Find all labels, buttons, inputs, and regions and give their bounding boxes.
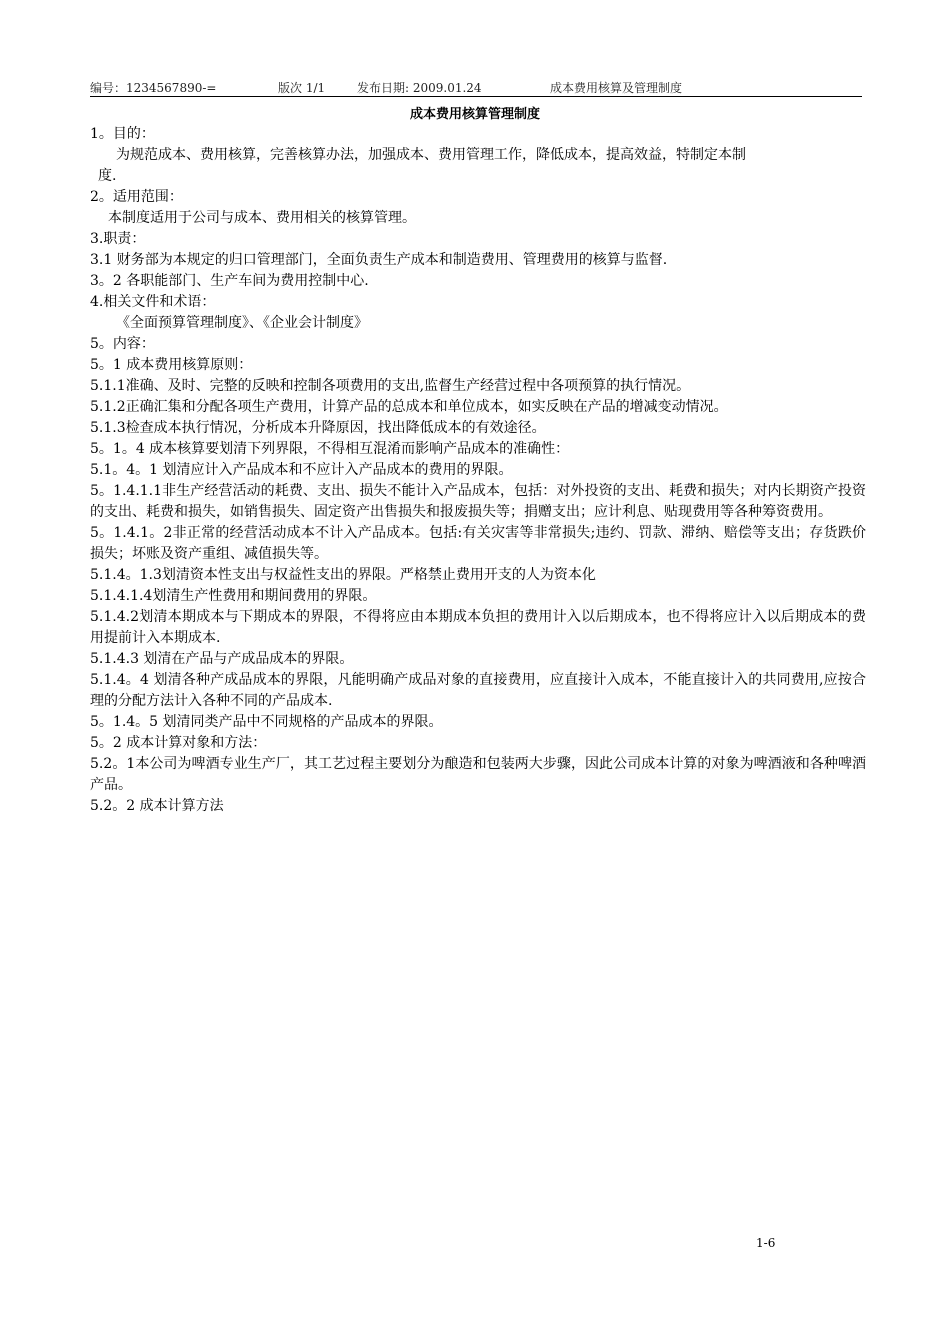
paragraph: 《全面预算管理制度》、《企业会计制度》: [116, 315, 368, 331]
paragraph: 5。1。4 成本核算要划清下列界限，不得相互混淆而影响产品成本的准确性：: [90, 441, 570, 457]
doc-version: 版次 1/1: [278, 81, 326, 95]
paragraph: 5.2。1本公司为啤酒专业生产厂，其工艺过程主要划分为酿造和包装两大步骤，因此公司成本计算的对象为啤酒液和各种啤酒产品。: [90, 756, 866, 793]
page-number: 1-6: [756, 1236, 776, 1250]
paragraph: 5.1.4.2划清本期成本与下期成本的界限，不得将应由本期成本负担的费用计入以后期成本，也不得将应计入以后期成本的费用提前计入本期成本.: [90, 609, 866, 646]
document-header: [90, 79, 862, 97]
doc-name: 成本费用核算及管理制度: [550, 81, 683, 95]
release-date: 发布日期: 2009.01.24: [357, 81, 482, 95]
document-body: [90, 124, 866, 817]
document-title: 成本费用核算管理制度: [409, 107, 540, 122]
paragraph: 5.2。2 成本计算方法: [90, 798, 224, 814]
section-heading: 5。内容：: [90, 336, 155, 352]
paragraph: 3.1 财务部为本规定的归口管理部门，全面负责生产成本和制造费用、管理费用的核算与监督.: [90, 252, 668, 268]
paragraph: 5.1.3检查成本执行情况，分析成本升降原因，找出降低成本的有效途径。: [90, 420, 546, 436]
paragraph: 5。1.4。5 划清同类产品中不同规格的产品成本的界限。: [90, 714, 443, 730]
paragraph: 5。1.4.1.1非生产经营活动的耗费、支出、损失不能计入产品成本，包括：对外投资的支出、耗费和损失；对内长期资产投资的支出、耗费和损失，如销售损失、固定资产出售损失和报废损失等；捐赠支出；应计利息、贴现费用等各种筹资费用。: [90, 483, 866, 520]
paragraph: 5。1 成本费用核算原则：: [90, 357, 253, 373]
paragraph: 5.1.4。1.3划清资本性支出与权益性支出的界限。严格禁止费用开支的人为资本化: [90, 567, 596, 583]
paragraph: 5.1。4。1 划清应计入产品成本和不应计入产品成本的费用的界限。: [90, 462, 513, 478]
paragraph: 5.1.4.1.4划清生产性费用和期间费用的界限。: [90, 588, 377, 604]
paragraph: 5.1.1准确、及时、完整的反映和控制各项费用的支出,监督生产经营过程中各项预算的执行情况。: [90, 378, 691, 394]
doc-number: 编号：1234567890-=: [90, 81, 217, 95]
paragraph: 5.1.2正确汇集和分配各项生产费用，计算产品的总成本和单位成本，如实反映在产品的增减变动情况。: [90, 399, 728, 415]
paragraph: 5.1.4。4 划清各种产成品成本的界限，凡能明确产成品对象的直接费用，应直接计入成本，不能直接计入的共同费用,应按合理的分配方法计入各种不同的产品成本.: [90, 672, 866, 709]
section-heading: 1。目的：: [90, 126, 155, 142]
paragraph: 5。1.4.1。2非正常的经营活动成本不计入产品成本。包括:有关灾害等非常损失;违约、罚款、滞纳、赔偿等支出；存货跌价损失；坏账及资产重组、减值损失等。: [90, 525, 866, 562]
paragraph: 3。2 各职能部门、生产车间为费用控制中心.: [90, 273, 369, 289]
paragraph: 本制度适用于公司与成本、费用相关的核算管理。: [108, 210, 416, 226]
section-heading: 3.职责：: [90, 231, 146, 247]
section-heading: 2。适用范围：: [90, 189, 183, 205]
paragraph: 为规范成本、费用核算，完善核算办法，加强成本、费用管理工作，降低成本，提高效益，特制定本制: [116, 147, 746, 163]
paragraph: 5.1.4.3 划清在产品与产成品成本的界限。: [90, 651, 354, 667]
paragraph: 度.: [98, 168, 117, 184]
paragraph: 5。2 成本计算对象和方法：: [90, 735, 267, 751]
section-heading: 4.相关文件和术语：: [90, 294, 216, 310]
